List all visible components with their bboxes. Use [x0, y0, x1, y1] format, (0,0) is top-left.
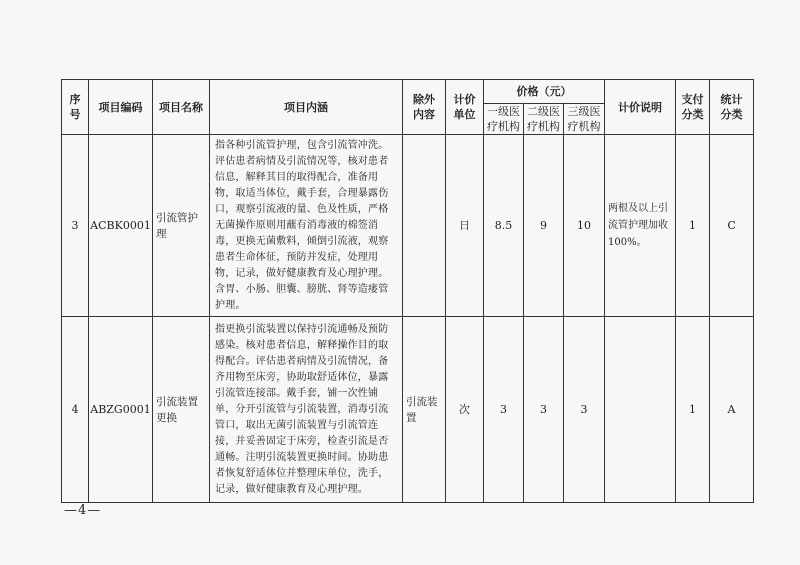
header-payment: 支付分类 — [676, 80, 710, 135]
header-level2: 二级医疗机构 — [524, 104, 564, 135]
row-stats: C — [710, 135, 754, 317]
header-level1: 一级医疗机构 — [484, 104, 524, 135]
row-stats: A — [710, 317, 754, 503]
row-pricing-note — [605, 317, 676, 503]
header-excluded: 除外内容 — [403, 80, 446, 135]
row-code: ACBK0001 — [89, 135, 153, 317]
header-row-top — [62, 80, 754, 104]
row-excluded — [403, 135, 446, 317]
row-level2-price: 9 — [524, 135, 564, 317]
row-unit: 次 — [446, 317, 484, 503]
row-payment: 1 — [676, 135, 710, 317]
header-pricing-note: 计价说明 — [605, 80, 676, 135]
row-seq: 4 — [62, 317, 89, 503]
table-row — [62, 317, 754, 503]
row-payment: 1 — [676, 317, 710, 503]
header-content: 项目内涵 — [210, 80, 403, 135]
row-level3-price: 3 — [564, 317, 605, 503]
row-level3-price: 10 — [564, 135, 605, 317]
header-level3: 三级医疗机构 — [564, 104, 605, 135]
row-content: 指更换引流装置以保持引流通畅及预防感染。核对患者信息，解释操作目的取得配合。评估患者病情及引流情况，备齐用物至床旁，协助取舒适体位，暴露引流管连接部。戴手套，铺一次性铺单，分开引流管与引流装置，消毒引流管口，取出无菌引流装置与引流管连接，并妥善固定于床旁，检查引流是否通畅。注明引流装置更换时间。协助患者恢复舒适体位并整理床单位，洗手，记录，做好健康教育及心理护理。 — [210, 317, 403, 503]
price-table — [61, 79, 754, 503]
row-level2-price: 3 — [524, 317, 564, 503]
page-number: —4— — [64, 503, 102, 518]
header-unit: 计价单位 — [446, 80, 484, 135]
row-seq: 3 — [62, 135, 89, 317]
header-name: 项目名称 — [153, 80, 210, 135]
row-content: 指各种引流管护理，包含引流管冲洗。评估患者病情及引流情况等，核对患者信息，解释其目的取得配合，准备用物，取适当体位，戴手套，合理暴露伤口，观察引流液的量、色及性质，严格无菌操作原则用蘸有消毒液的棉签消毒，更换无菌敷料，倾倒引流液，观察患者生命体征，预防并发症，处理用物，记录，做好健康教育及心理护理。含胃、小肠、胆囊、膀胱、肾等造瘘管护理。 — [210, 135, 403, 317]
row-name: 引流装置更换 — [153, 317, 210, 503]
row-code: ABZG0001 — [89, 317, 153, 503]
row-level1-price: 8.5 — [484, 135, 524, 317]
row-level1-price: 3 — [484, 317, 524, 503]
header-code: 项目编码 — [89, 80, 153, 135]
row-excluded: 引流装置 — [403, 317, 446, 503]
row-name: 引流管护理 — [153, 135, 210, 317]
header-seq: 序号 — [62, 80, 89, 135]
header-price-group: 价格（元） — [484, 80, 605, 104]
row-pricing-note: 两根及以上引流管护理加收100%。 — [605, 135, 676, 317]
row-unit: 日 — [446, 135, 484, 317]
table-row — [62, 135, 754, 317]
header-stats: 统计分类 — [710, 80, 754, 135]
